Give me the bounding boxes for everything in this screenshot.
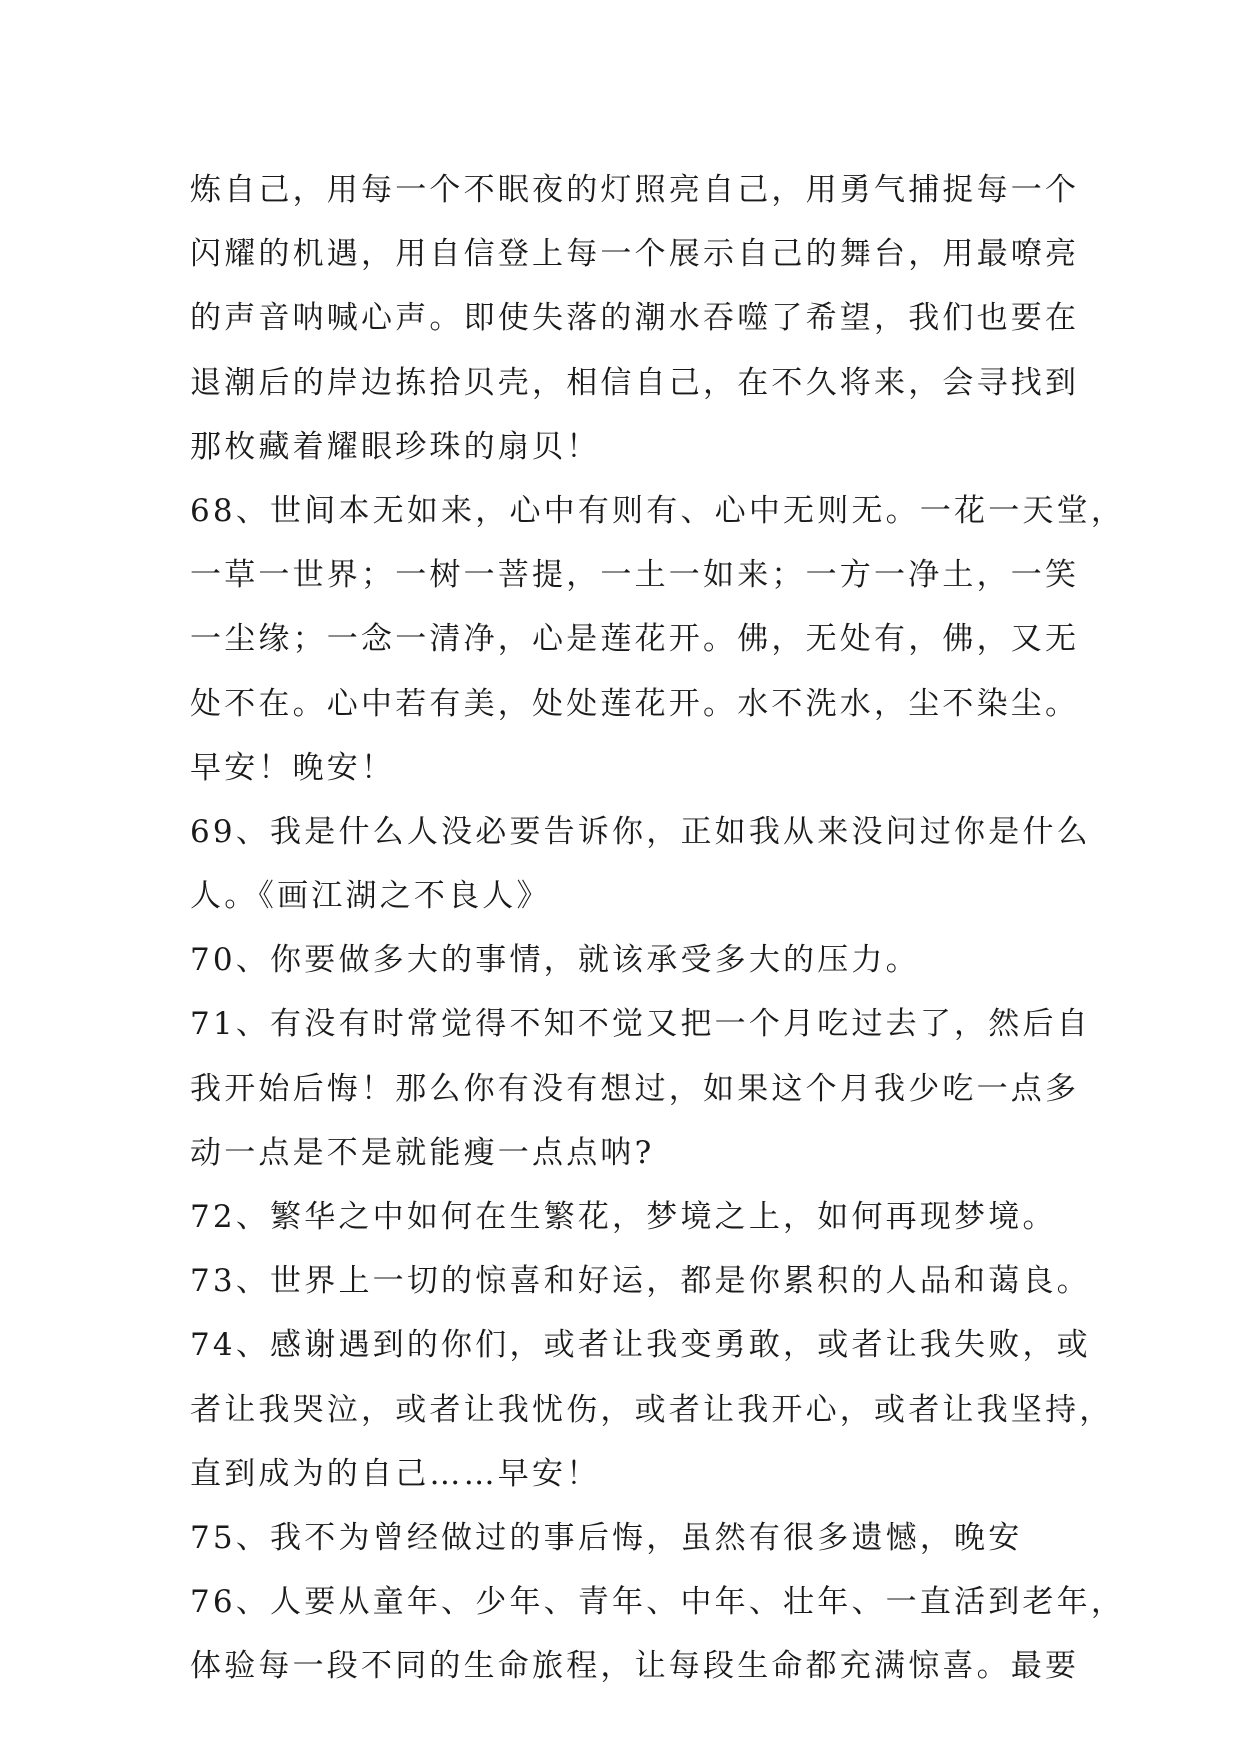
text-line: 我开始后悔！那么你有没有想过，如果这个月我少吃一点多 <box>190 1070 1080 1107</box>
text-line: 人。《画江湖之不良人》 <box>190 878 551 915</box>
text-line: 动一点是不是就能瘦一点点呐? <box>190 1134 655 1171</box>
text-line: 68、世间本无如来，心中有则有、心中无则无。一花一天堂， <box>190 492 1126 529</box>
text-line: 74、感谢遇到的你们，或者让我变勇敢，或者让我失败，或 <box>190 1327 1091 1364</box>
text-line: 早安！晚安！ <box>190 749 396 786</box>
text-line: 76、人要从童年、少年、青年、中年、壮年、一直活到老年， <box>190 1584 1126 1621</box>
text-line: 70、你要做多大的事情，就该承受多大的压力。 <box>190 942 920 979</box>
text-line: 72、繁华之中如何在生繁花，梦境之上，如何再现梦境。 <box>190 1199 1057 1235</box>
text-line: 退潮后的岸边拣拾贝壳，相信自己，在不久将来，会寻找到 <box>190 364 1080 401</box>
text-line: 69、我是什么人没必要告诉你，正如我从来没问过你是什么 <box>190 813 1091 850</box>
text-line: 者让我哭泣，或者让我忧伤，或者让我开心，或者让我坚持， <box>190 1391 1114 1428</box>
text-line: 71、有没有时常觉得不知不觉又把一个月吃过去了，然后自 <box>190 1006 1091 1043</box>
text-line: 一尘缘；一念一清净，心是莲花开。佛，无处有，佛，又无 <box>190 621 1080 658</box>
text-line: 那枚藏着耀眼珍珠的扇贝！ <box>190 428 601 465</box>
text-line: 73、世界上一切的惊喜和好运，都是你累积的人品和蔼良。 <box>190 1263 1091 1300</box>
text-line: 一草一世界；一树一菩提，一土一如来；一方一净土，一笑 <box>190 557 1080 594</box>
text-line: 处不在。心中若有美，处处莲花开。水不洗水，尘不染尘。 <box>190 685 1080 722</box>
text-line: 的声音呐喊心声。即使失落的潮水吞噬了希望，我们也要在 <box>190 300 1080 337</box>
text-line: 75、我不为曾经做过的事后悔，虽然有很多遗憾，晚安 <box>190 1519 1023 1556</box>
text-line: 直到成为的自己……早安！ <box>190 1455 601 1492</box>
text-line: 炼自己，用每一个不眠夜的灯照亮自己，用勇气捕捉每一个 <box>190 172 1080 208</box>
document-body <box>190 158 1126 1699</box>
text-line: 闪耀的机遇，用自信登上每一个展示自己的舞台，用最嘹亮 <box>190 236 1080 273</box>
text-line: 体验每一段不同的生命旅程，让每段生命都充满惊喜。最要 <box>190 1648 1080 1685</box>
